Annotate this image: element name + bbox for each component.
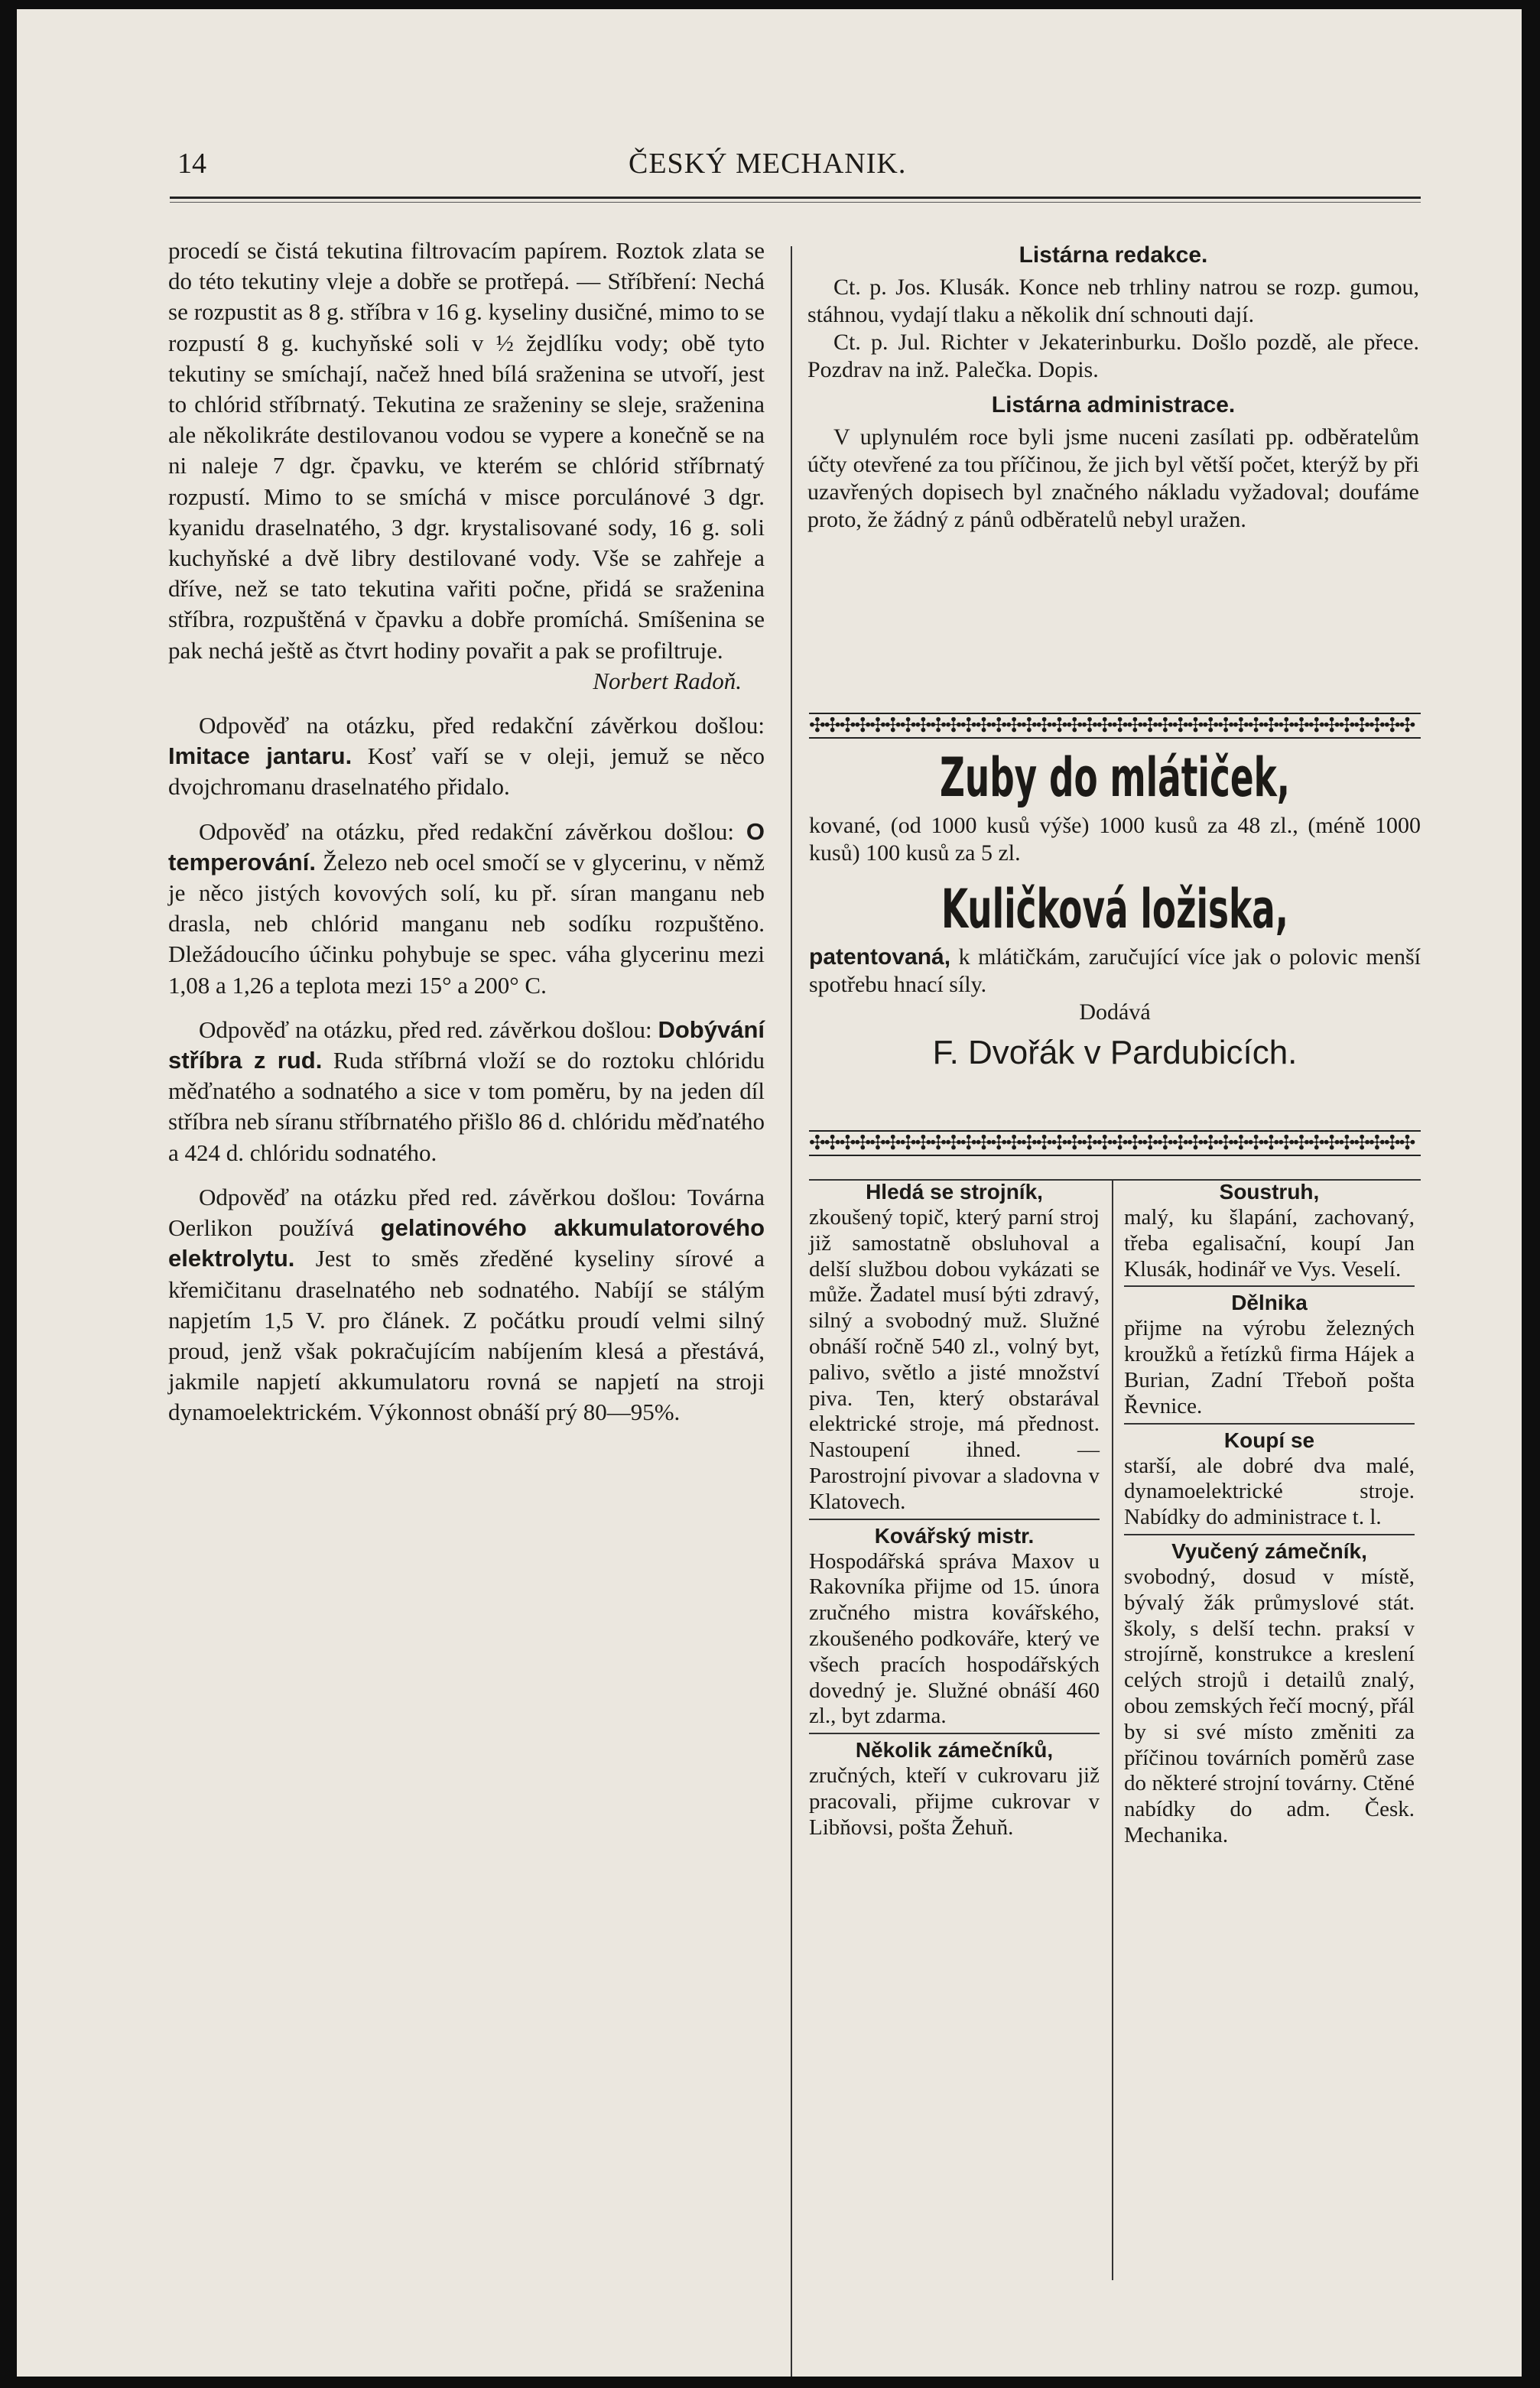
letter-klusak: Ct. p. Jos. Klusák. Konce neb trhliny natrou se rozp. gumou, stáhnou, vydají tlaku a několik dní schnouti dají. <box>807 275 1419 327</box>
classified-text: zkoušený topič, který parní stroj již samostatně obsluhoval a delší službou dobou vykázati se může. Žadatel musí býti zdravý, silný a svobodný muž. Služné obnáší ročně 540 zl., volný byt, palivo, světlo a jisté množství piva. Ten, který obstarával elektrické stroje, má přednost. Nastoupení ihned. — Parostrojní pivovar a sladovna v Klatovech. <box>809 1205 1100 1514</box>
column-divider <box>791 246 792 2377</box>
answer-temperovani: Odpověď na otázku, před redakční závěrkou došlou: O temperování. Železo neb ocel smočí se v glycerinu, v němž je něco jistých kovových solí, ku př. síran manganu neb drasla, neb chlórid manganu neb sodíku rozpuštěno. Dležádoucího účinku pohybuje se spec. váha glycerinu mezi 1,08 a 1,26 a teplota mezi 15° a 200° C. <box>168 817 765 999</box>
answer-title: gelatinového akkumulatorového elektrolytu. <box>168 1214 765 1272</box>
listarna-administrace-heading: Listárna administrace. <box>991 392 1236 417</box>
page-header <box>17 147 1522 185</box>
classified-title: Soustruh, <box>1219 1180 1320 1204</box>
classified-ads <box>809 1179 1421 2372</box>
classified-rule <box>809 1519 1100 1520</box>
answer-title: Imitace jantaru. <box>168 742 353 770</box>
classified-text: starší, ale dobré dva malé, dynamoelektrické stroje. Nabídky do administrace t. l. <box>1124 1453 1415 1530</box>
ad-firm-name: F. Dvořák v Pardubicích. <box>932 1034 1298 1071</box>
classified-title: Vyučený zámečník, <box>1171 1538 1367 1563</box>
header-rule-thin <box>170 202 1421 203</box>
classified-title: Několik zámečníků, <box>855 1738 1054 1763</box>
ad-headline-zuby: Zuby do mlátiček, <box>940 746 1290 809</box>
answer-akkumulator: Odpověď na otázku před red. závěrkou došlou: Továrna Oerlikon používá gelatinového akkumulatorového elektrolytu. Jest to směs zředěné kyseliny sírové a křemičitanu draselnatého neb sodnatého. Nabíjí se stálým napjetím 1,5 V. pro článek. Z počátku proudí velmi silný proud, jenž však pokračujícím nabíjením klesá a přestává, jakmile napjetí akkumulatoru rovná se napjetí na stroji dynamoelektrickém. Výkonnost obnáší prý 80—95%. <box>168 1183 765 1426</box>
ornament-rule-bottom: ✣✣✣✣✣✣✣✣✣✣✣✣✣✣✣✣✣✣✣✣✣✣✣✣✣✣✣✣✣✣✣✣✣✣✣✣✣✣✣✣ <box>809 1130 1421 1156</box>
answer-title: O temperování. <box>168 817 765 876</box>
masthead-title: ČESKÝ MECHANIK. <box>629 148 907 180</box>
classified-left <box>809 1179 1100 1841</box>
classified-rule <box>1124 1285 1415 1287</box>
classified-right <box>1124 1179 1415 1849</box>
classified-text: Hospodářská správa Maxov u Rakovníka přijme od 15. února zručného mistra kovářského, zkoušeného podkováře, který ve všech pracích hospodářských dovedný je. Služné obnáší 460 zl., byt zdarma. <box>809 1548 1100 1729</box>
classified-rule <box>1124 1534 1415 1535</box>
ad-headline-loziska: Kuličková ložiska, <box>941 878 1288 941</box>
classified-rule <box>1124 1423 1415 1425</box>
classified-rule <box>809 1733 1100 1734</box>
classified-title: Kovářský mistr. <box>874 1523 1035 1548</box>
newspaper-page <box>17 9 1522 2377</box>
left-column <box>168 236 765 1428</box>
ad-text-zuby: kované, (od 1000 kusů výše) 1000 kusů za 48 zl., (méně 1000 kusů) 100 kusů za 5 zl. <box>809 813 1421 866</box>
answer-jantar: Odpověď na otázku, před redakční závěrkou došlou: Imitace jantaru. Kosť vaří se v oleji, jemuž se něco dvojchromanu draselnatého přidalo. <box>168 712 765 801</box>
classified-title: Hledá se strojník, <box>866 1180 1043 1204</box>
header-rule <box>170 197 1421 199</box>
classified-text: zručných, kteří v cukrovaru již pracovali, přijme cukrovar v Libňovsi, pošta Žehuň. <box>809 1763 1100 1840</box>
right-column <box>807 239 1419 534</box>
answer-title: Dobývání stříbra z rud. <box>168 1015 765 1074</box>
advertisement-dvorak <box>809 743 1421 1072</box>
author-signature: Norbert Radoň. <box>593 667 742 694</box>
ornament-rule-top: ✣✣✣✣✣✣✣✣✣✣✣✣✣✣✣✣✣✣✣✣✣✣✣✣✣✣✣✣✣✣✣✣✣✣✣✣✣✣✣✣ <box>809 713 1421 739</box>
ad-dodava: Dodává <box>1079 999 1151 1025</box>
admin-notice: V uplynulém roce byli jsme nuceni zasílati pp. odběratelům účty otevřené za tou příčinou, že jich byl větší počet, kterýž by při uzavřených dopisech byl značného nákladu vyžadoval; doufáme proto, že žádný z pánů odběratelů nebyl uražen. <box>807 424 1419 532</box>
classified-title: Koupí se <box>1223 1428 1315 1452</box>
article-continuation: procedí se čistá tekutina filtrovacím papírem. Roztok zlata se do této tekutiny vleje a dobře se protřepá. — Stříbření: Nechá se rozpustit as 8 g. stříbra v 16 g. kyseliny dusičné, mimo to se rozpustí 8 g. kuchyňské soli v ½ žejdlíku vody; obě tyto tekutiny se smíchají, načež hned bílá sraženina se utvoří, jest to chlórid stříbrnatý. Tekutina ze sraženiny se sleje, sraženina ale několikráte destilovanou vodou se vypere a konečně se na ni naleje 7 dgr. čpavku, ve kterém se chlórid stříbrnatý rozpustí. Mimo to se smíchá v misce porculánové 3 dgr. kyanidu draselnatého, 3 dgr. krystalisované sody, 16 g. soli kuchyňské a dvě libry destilované vody. Vše se zahřeje a dříve, než se tato tekutina vařiti počne, přidá se sraženina stříbra, rozpuštěná v čpavku a dobře promíchá. Smíšenina se pak nechá ještě as čtvrt hodiny povařit a pak se profiltruje. <box>168 237 765 664</box>
letter-richter: Ct. p. Jul. Richter v Jekaterinburku. Došlo pozdě, ale přece. Pozdrav na inž. Palečka. Dopis. <box>807 330 1419 382</box>
classified-text: svobodný, dosud v místě, bývalý žák průmyslové stát. školy, s delší techn. praksí v strojírně, konstrukce a kreslení celých strojů i detailů znalý, obou zemských řečí mocný, přál by si své místo změniti za příčinou továrních poměrů zase do některé strojní továrny. Ctěné nabídky do adm. Česk. Mechanika. <box>1124 1564 1415 1847</box>
classified-title: Dělnika <box>1231 1291 1308 1315</box>
ad-text-loziska: patentovaná, k mlátičkám, zaručující více jak o polovic menší spotřebu hnací síly. <box>809 944 1421 997</box>
classified-text: malý, ku šlapání, zachovaný, třeba egalisační, koupí Jan Klusák, hodinář ve Vys. Veselí. <box>1124 1205 1415 1282</box>
answer-dobyvani-stribra: Odpověď na otázku, před red. závěrkou došlou: Dobývání stříbra z rud. Ruda stříbrná vloží se do roztoku chlóridu měďnatého a sodnatého a sice v tom poměru, by na jeden díl stříbra neb síranu stříbrnatého přišlo 86 d. chlóridu měďnatého a 424 d. chlóridu sodnatého. <box>168 1015 765 1166</box>
page-number: 14 <box>177 148 206 180</box>
classified-divider <box>1112 1179 1113 2280</box>
classified-text: přijme na výrobu železných kroužků a řetízků firma Hájek a Burian, Zadní Třeboň pošta Řevnice. <box>1124 1316 1415 1418</box>
listarna-redakce-heading: Listárna redakce. <box>1019 242 1208 268</box>
